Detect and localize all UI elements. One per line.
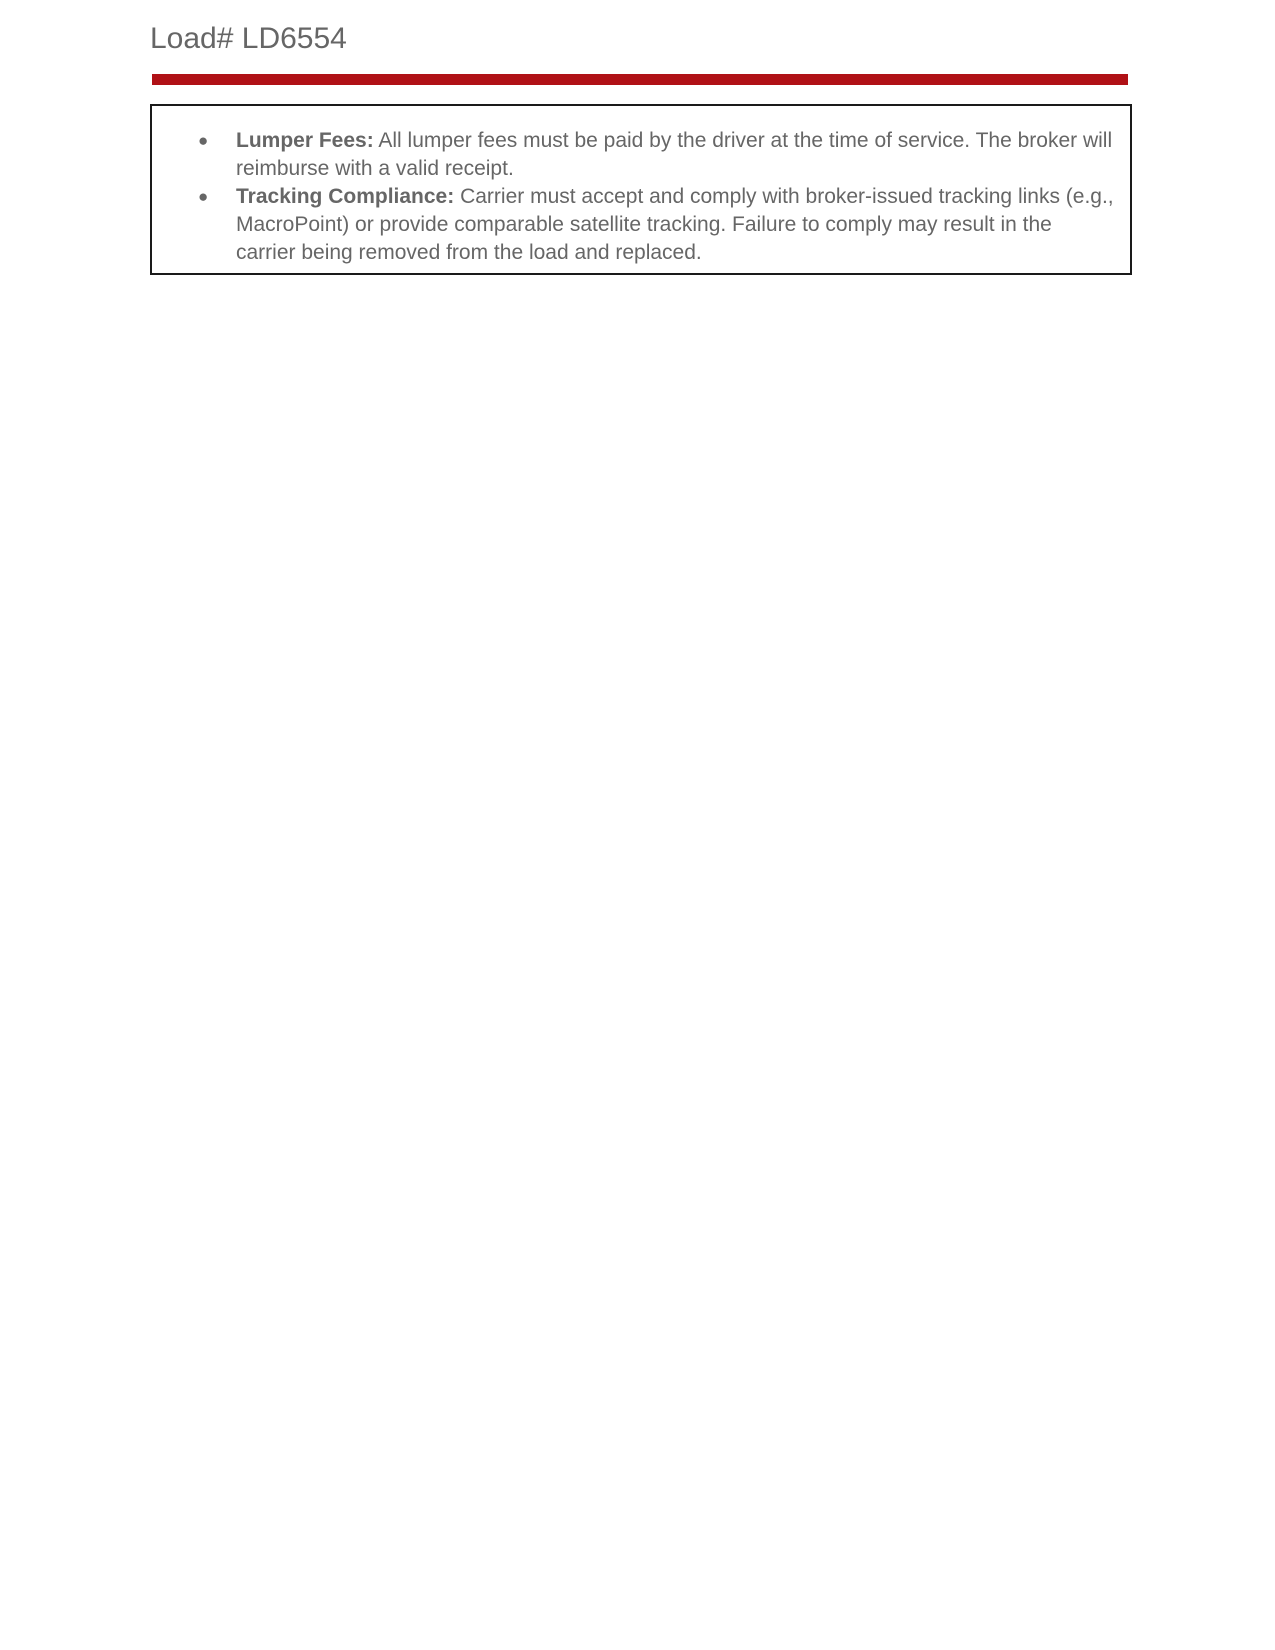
list-item-tracking-compliance <box>152 183 1130 267</box>
term-label: Lumper Fees: <box>236 129 374 152</box>
term-text: Carrier must accept and comply with broker-issued tracking links (e.g., MacroPoint) or provide comparable satellite tracking. Failure to comply may result in the carrier being removed from the load and replaced. <box>236 185 1114 264</box>
bullet-icon: ● <box>198 187 209 206</box>
term-text: All lumper fees must be paid by the driver at the time of service. The broker will reimburse with a valid receipt. <box>236 129 1113 180</box>
page-title: Load# LD6554 <box>150 22 347 55</box>
term-label: Tracking Compliance: <box>236 185 455 208</box>
terms-list <box>152 127 1130 267</box>
bullet-icon: ● <box>198 131 209 150</box>
list-item-lumper-fees <box>152 127 1130 183</box>
terms-box <box>150 104 1132 275</box>
title-divider <box>152 74 1128 85</box>
